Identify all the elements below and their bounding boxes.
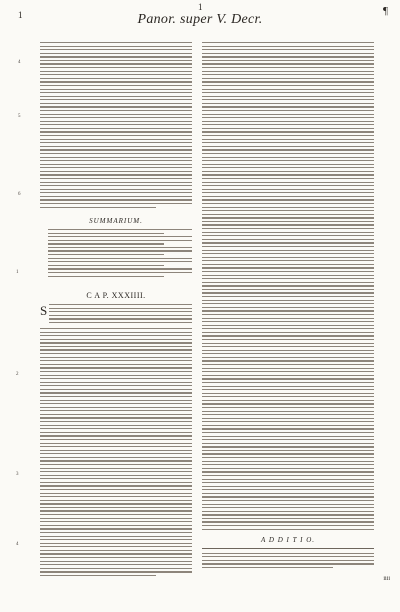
margin-note: 5 <box>18 114 21 119</box>
additio-heading: A D D I T I O. <box>261 536 315 544</box>
divider <box>202 548 374 549</box>
margin-note: 1 <box>16 270 19 275</box>
right-column <box>202 42 374 575</box>
summary-list <box>40 229 192 285</box>
margin-note: 2 <box>16 372 19 377</box>
chapter-heading: C A P. XXXIIII. <box>86 291 146 300</box>
dropcap-letter: S <box>40 303 48 318</box>
header-mark-right: ¶ <box>383 5 388 17</box>
margin-note: 3 <box>16 472 19 477</box>
left-column <box>40 42 192 578</box>
header-mark-center: 1 <box>198 2 203 12</box>
summary-heading: SUMMARIUM. <box>89 217 143 225</box>
additio-text <box>202 553 374 575</box>
text-block <box>40 42 192 212</box>
margin-note: 4 <box>18 60 21 65</box>
text-block <box>40 328 192 578</box>
text-block <box>202 42 374 530</box>
header-mark-left: 1 <box>18 10 23 20</box>
page-number: iiii <box>383 576 390 582</box>
margin-note: 6 <box>18 192 21 197</box>
chapter-opening <box>40 304 192 328</box>
margin-notes <box>12 42 38 582</box>
margin-note: 4 <box>16 542 19 547</box>
page-title: Panor. super V. Decr. <box>137 12 263 27</box>
text-block <box>49 304 192 328</box>
running-header <box>0 2 400 38</box>
